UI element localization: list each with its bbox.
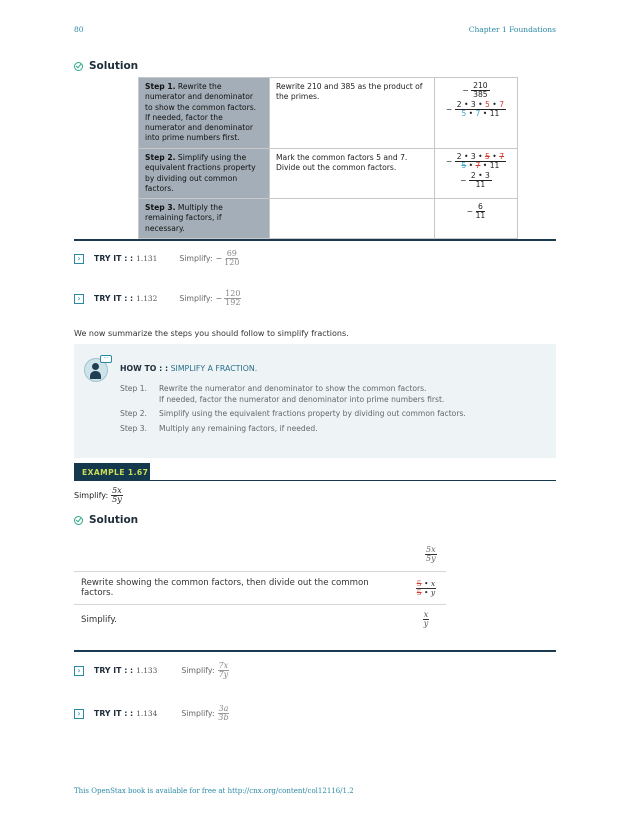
solution-row: Rewrite showing the common factors, then divide out the common factors. $\frac{5 • x}{5 • y}$	[74, 572, 446, 605]
example-banner: EXAMPLE 1.67	[74, 463, 150, 481]
howto-title: HOW TO : : SIMPLIFY A FRACTION.	[120, 364, 258, 373]
footer-link[interactable]: This OpenStax book is available for free at http://cnx.org/content/col12116/1.2	[74, 787, 354, 795]
solution-heading: Solution	[74, 514, 138, 526]
divider	[74, 650, 556, 652]
example-prompt: Simplify: 5x 5y	[74, 486, 122, 505]
fraction: 7x 7y	[218, 661, 229, 680]
check-circle-icon	[74, 62, 83, 71]
fraction: $\frac{120}{192}$	[225, 289, 241, 308]
howto-steps	[120, 384, 466, 435]
howto-step: Step 2. Simplify using the equivalent fractions property by dividing out common factors.	[120, 409, 466, 419]
step-label-bold: Step 1.	[145, 82, 176, 91]
step-math: − $\frac{210}{385}$ − $\frac{2 • 3 • 5 • 7}{5 • 7 • 11}$	[435, 78, 518, 149]
chevron-right-icon[interactable]: ›	[74, 666, 84, 676]
step-row-2: Step 2. Simplify using the equivalent fractions property by dividing out common factors. Mark the common factors 5 and 7. Divide out the common factors. − $\frac{2 • 3 • 5 • 7}{5 • 7 • 11}$ − $\frac{2 • 3}{11}$	[139, 149, 518, 199]
howto-step: Step 1. Rewrite the numerator and denominator to show the common factors. If needed, factor the numerator and denominator into prime numbers first.	[120, 384, 445, 404]
step-math: − $\frac{6}{11}$	[435, 199, 518, 239]
try-it-1-134: › TRY IT : : 1.134 Simplify: 3a 3b	[74, 705, 229, 723]
person-icon: ···	[84, 358, 108, 382]
step-action: Mark the common factors 5 and 7. Divide out the common factors.	[270, 149, 435, 199]
chevron-right-icon[interactable]: ›	[74, 254, 84, 264]
step-label: Rewrite the numerator and denominator to show the common factors. If needed, factor the numerator and denominator into prime numbers first.	[145, 82, 257, 143]
solution-title: Solution	[89, 60, 139, 72]
chevron-right-icon[interactable]: ›	[74, 709, 84, 719]
divider	[74, 239, 556, 241]
fraction: 5x 5y	[112, 486, 122, 505]
step-math: − $\frac{2 • 3 • 5 • 7}{5 • 7 • 11}$ − $\frac{2 • 3}{11}$	[435, 149, 518, 199]
summary-text: We now summarize the steps you should follow to simplify fractions.	[74, 329, 349, 338]
solution-top-fraction: $\frac{5x}{5y}$	[426, 544, 436, 563]
solution-heading	[74, 60, 138, 72]
solution-row: Simplify. $\frac{x}{y}$	[74, 605, 446, 635]
chevron-right-icon[interactable]: ›	[74, 294, 84, 304]
step-action: Rewrite 210 and 385 as the product of the primes.	[270, 78, 435, 149]
try-it-1-133: › TRY IT : : 1.133 Simplify: 7x 7y	[74, 662, 229, 680]
fraction: $\frac{69}{120}$	[224, 249, 240, 268]
try-it-1-132: › TRY IT : : 1.132 Simplify: − $\frac{120}{192}$	[74, 290, 241, 308]
howto-step: Step 3. Multiply any remaining factors, if needed.	[120, 423, 318, 433]
howto-box	[74, 344, 556, 458]
page-number: 80	[74, 25, 84, 34]
solution-table	[74, 571, 446, 635]
try-it-1-131: › TRY IT : : 1.131 Simplify: − $\frac{69}{120}$	[74, 250, 239, 268]
step-row-1	[139, 78, 518, 149]
fraction: 3a 3b	[218, 704, 229, 723]
step-row-3: Step 3. Multiply the remaining factors, if necessary. − $\frac{6}{11}$	[139, 199, 518, 239]
chapter-title: Chapter 1 Foundations	[468, 25, 556, 34]
steps-table	[138, 77, 518, 239]
check-circle-icon	[74, 516, 83, 525]
